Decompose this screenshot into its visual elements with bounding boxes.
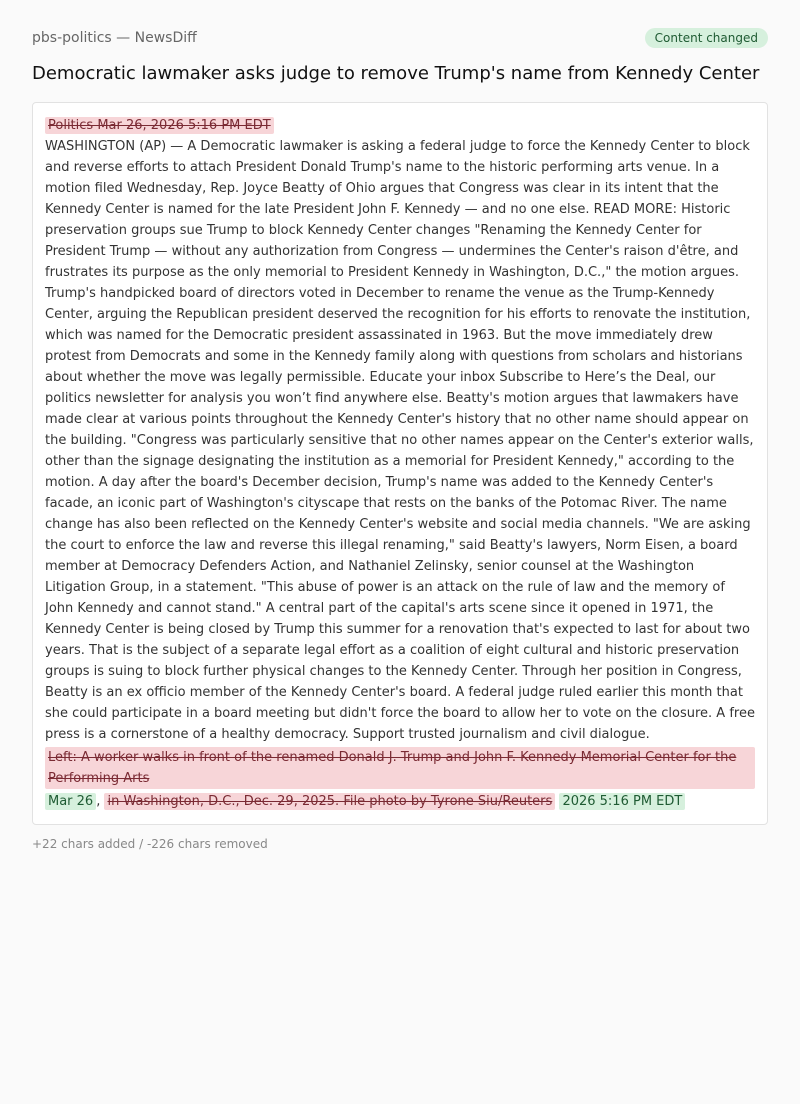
removed-dateline: Politics Mar 26, 2026 5:16 PM EDT <box>45 117 274 134</box>
removed-caption: Left: A worker walks in front of the renamed Donald J. Trump and John F. Kennedy Memorial Center for the Performing Arts <box>45 747 755 789</box>
diff-final-line <box>45 791 755 812</box>
diff-stats: +22 chars added / -226 chars removed <box>32 837 268 851</box>
added-time: 2026 5:16 PM EDT <box>559 793 685 810</box>
article-body: WASHINGTON (AP) — A Democratic lawmaker is asking a federal judge to force the Kennedy Center to block and reverse efforts to attach President Donald Trump's name to the historic performing arts venue. In a motion filed Wednesday, Rep. Joyce Beatty of Ohio argues that Congress was clear in its intent that the Kennedy Center is named for the late President John F. Kennedy — and no one else. READ MORE: Historic preservation groups sue Trump to block Kennedy Center changes "Renaming the Kennedy Center for President Trump — without any authorization from Congress — undermines the Center's raison d'être, and frustrates its purpose as the only memorial to President Kennedy in Washington, D.C.," the motion argues. Trump's handpicked board of directors voted in December to rename the venue as the Trump-Kennedy Center, arguing the Republican president deserved the recognition for his efforts to renovate the institution, which was named for the Democratic president assassinated in 1963. But the move immediately drew protest from Democrats and some in the Kennedy family along with questions from scholars and historians about whether the move was legally permissible. Educate your inbox Subscribe to Here’s the Deal, our politics newsletter for analysis you won’t find anywhere else. Beatty's motion argues that lawmakers have made clear at various points throughout the Kennedy Center's history that no other name should appear on the building. "Congress was particularly sensitive that no other names appear on the Center's exterior walls, other than the signage designating the institution as a memorial for President Kennedy," according to the motion. A day after the board's December decision, Trump's name was added to the Kennedy Center's facade, an iconic part of Washington's cityscape that rests on the banks of the Potomac River. The name change has also been reflected on the Kennedy Center's website and social media channels. "We are asking the court to enforce the law and reverse this illegal renaming," said Beatty's lawyers, Norm Eisen, a board member at Democracy Defenders Action, and Nathaniel Zelinsky, senior counsel at the Washington Litigation Group, in a statement. "This abuse of power is an attack on the rule of law and the memory of John Kennedy and cannot stand." A central part of the capital's arts scene since it opened in 1971, the Kennedy Center is being closed by Trump this summer for a renovation that's expected to last for about two years. That is the subject of a separate legal effort as a coalition of eight cultural and historic preservation groups is suing to block further physical changes to the Kennedy Center. Through her position in Congress, Beatty is an ex officio member of the Kennedy Center's board. A federal judge ruled earlier this month that she could participate in a board meeting but didn't force the board to allow her to vote on the closure. A free press is a cornerstone of a healthy democracy. Support trusted journalism and civil dialogue. <box>45 139 755 742</box>
added-date: Mar 26 <box>45 793 96 810</box>
header <box>32 0 768 48</box>
removed-photo-credit: in Washington, D.C., Dec. 29, 2025. File photo by Tyrone Siu/Reuters <box>104 793 555 810</box>
source-label: pbs-politics — NewsDiff <box>32 30 197 46</box>
diff-content <box>32 102 768 825</box>
separator: , <box>96 794 101 809</box>
article-title: Democratic lawmaker asks judge to remove Trump's name from Kennedy Center <box>32 63 760 84</box>
status-badge: Content changed <box>645 28 768 48</box>
